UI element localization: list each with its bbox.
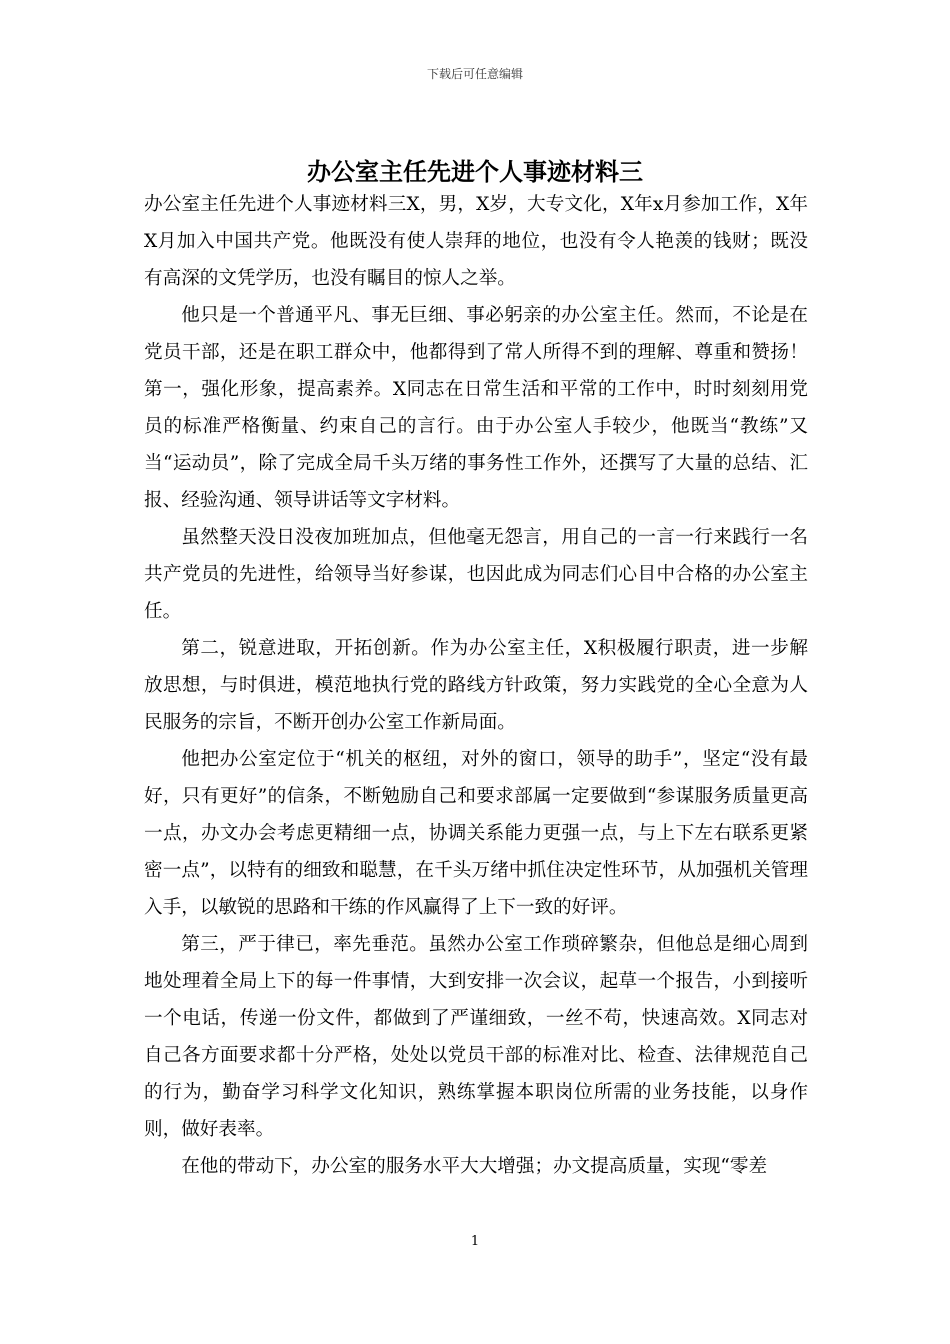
paragraph-4: 第二，锐意进取，开拓创新。作为办公室主任，X积极履行职责，进一步解放思想，与时俱进，模范地执行党的路线方针政策，努力实践党的全心全意为人民服务的宗旨，不断开创办公室工作新局面。 [144, 638, 808, 733]
paragraph-2: 他只是一个普通平凡、事无巨细、事必躬亲的办公室主任。然而，不论是在党员干部，还是在职工群众中，他都得到了常人所得不到的理解、尊重和赞扬！第一，强化形象，提高素养。X同志在日常生活和平常的工作中，时时刻刻用党员的标准严格衡量、约束自己的言行。由于办公室人手较少，他既当“教练”又当“运动员”，除了完成全局千头万绪的事务性工作外，还撰写了大量的总结、汇报、经验沟通、领导讲话等文字材料。 [144, 305, 808, 511]
paragraph-7: 在他的带动下，办公室的服务水平大大增强；办文提高质量，实现“零差 [181, 1156, 768, 1177]
page-header: 下载后可任意编辑 [426, 67, 523, 81]
paragraph-1: 办公室主任先进个人事迹材料三X，男，X岁，大专文化，X年x月参加工作，X年X月加入中国共产党。他既没有使人崇拜的地位，也没有令人艳羡的钱财；既没有高深的文凭学历，也没有瞩目的惊人之举。 [144, 194, 808, 289]
document-title: 办公室主任先进个人事迹材料三 [307, 157, 643, 186]
page-number: 1 [470, 1234, 480, 1249]
paragraph-3: 虽然整天没日没夜加班加点，但他毫无怨言，用自己的一言一行来践行一名共产党员的先进性，给领导当好参谋，也因此成为同志们心目中合格的办公室主任。 [144, 527, 808, 622]
paragraph-6: 第三，严于律已，率先垂范。虽然办公室工作琐碎繁杂，但他总是细心周到地处理着全局上下的每一件事情，大到安排一次会议，起草一个报告，小到接听一个电话，传递一份文件，都做到了严谨细致，一丝不苟，快速高效。X同志对自己各方面要求都十分严格，处处以党员干部的标准对比、检查、法律规范自己的行为，勤奋学习科学文化知识，熟练掌握本职岗位所需的业务技能，以身作则，做好表率。 [144, 934, 808, 1140]
paragraph-5: 他把办公室定位于“机关的枢纽，对外的窗口，领导的助手”，坚定“没有最好，只有更好”的信条，不断勉励自己和要求部属一定要做到“参谋服务质量更高一点，办文办会考虑更精细一点，协调关系能力更强一点，与上下左右联系更紧密一点”，以特有的细致和聪慧，在千头万绪中抓住决定性环节，从加强机关管理入手，以敏锐的思路和干练的作风赢得了上下一致的好评。 [144, 749, 808, 918]
document-body [144, 186, 808, 1185]
